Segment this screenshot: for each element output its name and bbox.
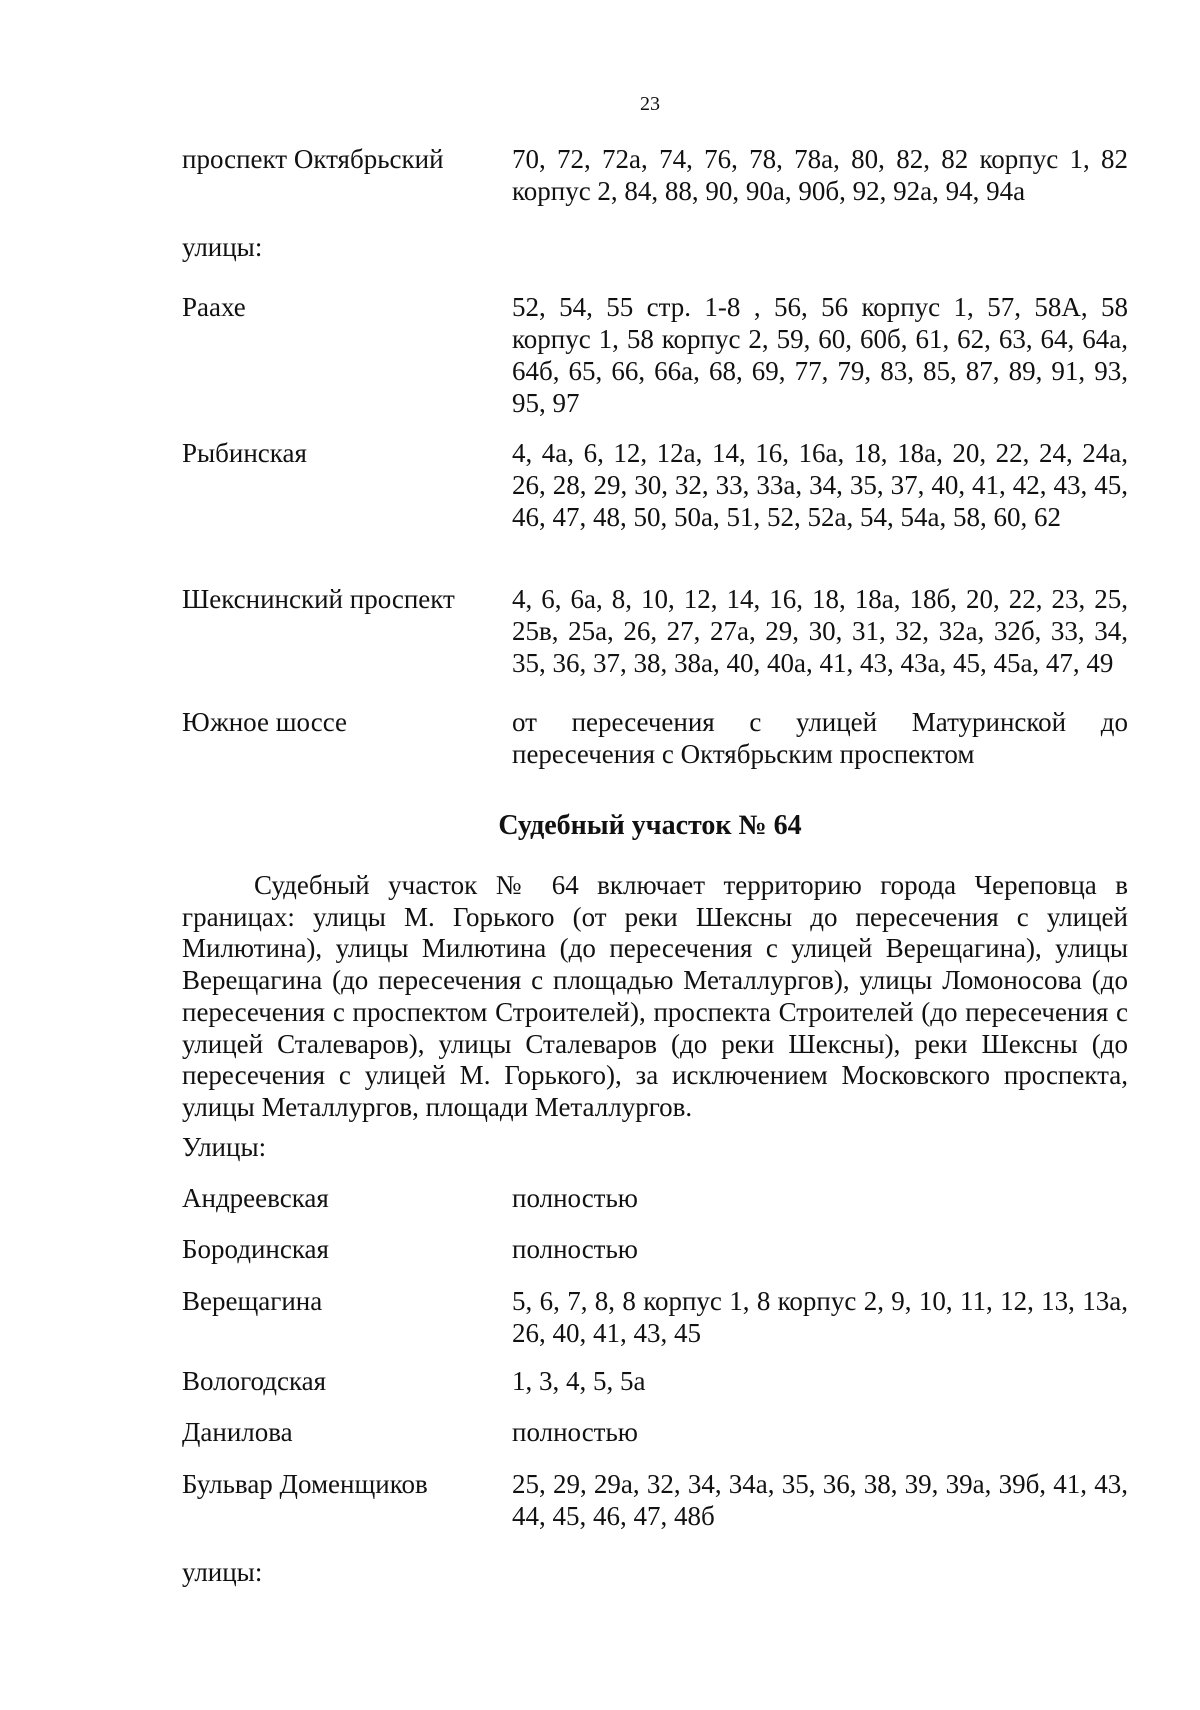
street-name: Бульвар Доменщиков: [182, 1469, 428, 1499]
house-numbers: полностью: [512, 1234, 638, 1264]
street-name: Андреевская: [182, 1183, 329, 1213]
street-name: проспект Октябрьский: [182, 144, 444, 174]
house-numbers: 52, 54, 55 стр. 1-8 , 56, 56 корпус 1, 57, 58А, 58 корпус 1, 58 корпус 2, 59, 60, 60б, 61, 62, 63, 64, 64а, 64б, 65, 66, 66а, 68, 69, 77, 79, 83, 85, 87, 89, 91, 93, 95, 97: [512, 292, 1128, 418]
house-numbers: 4, 4а, 6, 12, 12а, 14, 16, 16а, 18, 18а, 20, 22, 24, 24а, 26, 28, 29, 30, 32, 33, 33а, 34, 35, 37, 40, 41, 42, 43, 45, 46, 47, 48, 50, 50а, 51, 52, 52а, 54, 54а, 58, 60, 62: [512, 438, 1128, 532]
house-numbers: 70, 72, 72а, 74, 76, 78, 78а, 80, 82, 82 корпус 1, 82 корпус 2, 84, 88, 90, 90а, 90б, 92, 92а, 94, 94а: [512, 144, 1128, 206]
street-name: Раахе: [182, 292, 246, 322]
house-numbers: от пересечения с улицей Матуринской до пересечения с Октябрьским проспектом: [512, 707, 1128, 769]
streets-label: улицы:: [182, 1557, 263, 1587]
house-numbers: 4, 6, 6а, 8, 10, 12, 14, 16, 18, 18а, 18б, 20, 22, 23, 25, 25в, 25а, 26, 27, 27а, 29, 30, 31, 32, 32а, 32б, 33, 34, 35, 36, 37, 38, 38а, 40, 40а, 41, 43, 43а, 45, 45а, 47, 49: [512, 584, 1128, 678]
street-name: Рыбинская: [182, 438, 307, 468]
street-name: Верещагина: [182, 1286, 323, 1316]
section-heading: Судебный участок № 64: [498, 810, 802, 841]
boundary-description: Судебный участок № 64 включает территорию города Череповца в границах: улицы М. Горького (от реки Шексны до пересечения с улицей Милютина), улицы Милютина (до пересечения с улицей Верещагина), улицы Верещагина (до пересечения с площадью Металлургов), улицы Ломоносова (до пересечения с проспектом Строителей), проспекта Строителей (до пересечения с улицей Сталеваров), улицы Сталеваров (до реки Шексны), реки Шексны (до пересечения с улицей М. Горького), за исключением Московского проспекта, улицы Металлургов, площади Металлургов.: [182, 870, 1128, 1122]
page-number: 23: [640, 93, 660, 115]
house-numbers: 1, 3, 4, 5, 5а: [512, 1366, 646, 1396]
street-name: Бородинская: [182, 1234, 329, 1264]
street-name: Данилова: [182, 1417, 293, 1447]
streets-label: Улицы:: [182, 1132, 267, 1162]
streets-label: улицы:: [182, 232, 263, 262]
house-numbers: 5, 6, 7, 8, 8 корпус 1, 8 корпус 2, 9, 10, 11, 12, 13, 13а, 26, 40, 41, 43, 45: [512, 1286, 1128, 1348]
house-numbers: 25, 29, 29а, 32, 34, 34а, 35, 36, 38, 39, 39а, 39б, 41, 43, 44, 45, 46, 47, 48б: [512, 1469, 1128, 1531]
house-numbers: полностью: [512, 1417, 638, 1447]
street-name: Вологодская: [182, 1366, 327, 1396]
house-numbers: полностью: [512, 1183, 638, 1213]
street-name: Шекснинский проспект: [182, 584, 455, 614]
street-name: Южное шоссе: [182, 707, 347, 737]
